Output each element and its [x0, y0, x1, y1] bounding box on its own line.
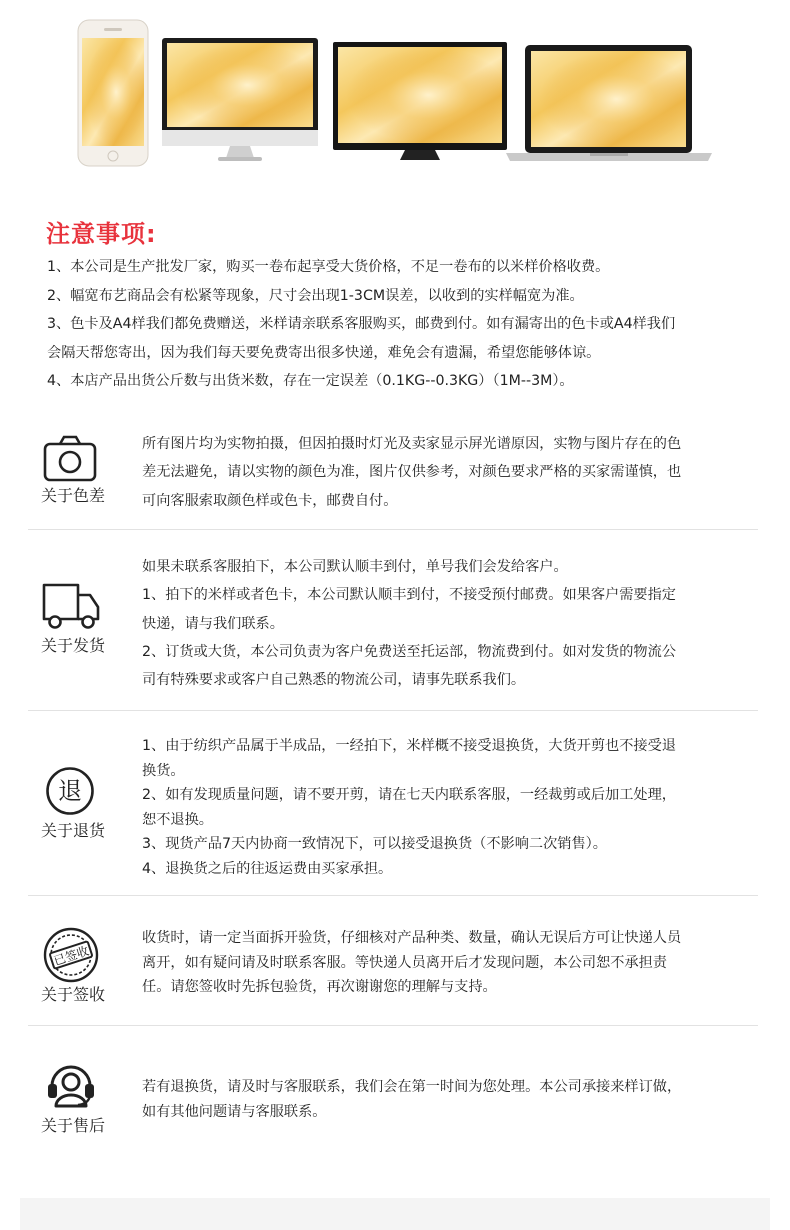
section-text	[142, 1075, 758, 1125]
section-line: 恕不退换。	[142, 811, 213, 828]
truck-icon	[40, 577, 102, 633]
section-line: 1、由于纺织产品属于半成品，一经拍下，米样概不接受退换货，大货开剪也不接受退	[142, 738, 676, 754]
section-returns	[28, 734, 758, 884]
section-line: 4、退换货之后的往返运费由买家承担。	[142, 860, 393, 877]
divider	[28, 1025, 758, 1026]
section-text	[142, 430, 758, 515]
section-line: 离开，如有疑问请及时联系客服。等快递人员离开后才发现问题，本公司恕不承担责	[142, 954, 667, 971]
phone-device	[78, 20, 148, 166]
section-label: 关于发货	[40, 636, 105, 655]
return-icon-glyph: 退	[58, 777, 82, 805]
notice-item: 3、色卡及A4样我们都免费赠送，米样请亲联系客服购买，邮费到付。如有漏寄出的色卡或A4样我们	[47, 316, 676, 332]
section-label: 关于色差	[40, 486, 105, 505]
section-line: 1、拍下的米样或者色卡，本公司默认顺丰到付，不接受预付邮费。如果客户需要指定	[142, 587, 676, 604]
section-label: 关于签收	[40, 985, 105, 1004]
section-text	[142, 734, 758, 881]
notice-item: 会隔天帮您寄出，因为我们每天要免费寄出很多快递，难免会有遗漏，希望您能够体谅。	[47, 344, 601, 361]
section-line: 任。请您签收时先拆包验货，再次谢谢您的理解与支持。	[142, 979, 497, 995]
section-line: 如果未联系客服拍下，本公司默认顺丰到付，单号我们会发给客户。	[142, 559, 568, 575]
section-text	[142, 926, 758, 1000]
section-signing	[28, 926, 758, 1016]
section-text	[142, 553, 758, 694]
section-line: 2、如有发现质量问题，请不要开剪，请在七天内联系客服，一经裁剪或后加工处理，	[142, 787, 676, 803]
divider	[28, 710, 758, 711]
section-shipping	[28, 553, 758, 698]
section-label: 关于售后	[40, 1116, 105, 1135]
camera-icon	[42, 432, 98, 488]
section-line: 3、现货产品7天内协商一致情况下，可以接受退换货（不影响二次销售）。	[142, 836, 607, 852]
device-showcase	[0, 0, 790, 180]
section-after-sales	[28, 1060, 758, 1140]
section-line: 差无法避免，请以实物的颜色为准，图片仅供参考，对颜色要求严格的买家需谨慎，也	[142, 464, 682, 481]
imac-device	[162, 38, 318, 161]
monitor-device	[333, 42, 507, 160]
footer-bar	[20, 1198, 770, 1230]
notice-item: 4、本店产品出货公斤数与出货米数，存在一定误差（0.1KG--0.3KG）（1M--3M）。	[47, 373, 574, 389]
section-line: 2、订货或大货，本公司负责为客户免费送至托运部，物流费到付。如对发货的物流公	[142, 643, 676, 660]
section-label: 关于退货	[40, 821, 105, 840]
laptop-device	[506, 45, 712, 161]
customer-service-icon	[44, 1058, 98, 1112]
return-icon	[45, 766, 95, 816]
section-line: 快递，请与我们联系。	[142, 615, 284, 632]
section-line: 可向客服索取颜色样或色卡，邮费自付。	[142, 492, 398, 509]
section-line: 收货时，请一定当面拆开验货，仔细核对产品种类、数量，确认无误后方可让快递人员	[142, 930, 682, 946]
notice-item: 2、幅宽布艺商品会有松紧等现象，尺寸会出现1-3CM误差，以收到的实样幅宽为准。	[47, 287, 584, 304]
section-line: 所有图片均为实物拍摄，但因拍摄时灯光及卖家显示屏光谱原因，实物与图片存在的色	[142, 436, 682, 452]
signed-stamp-glyph: 已签收	[52, 943, 91, 969]
section-color-difference	[28, 430, 758, 520]
divider	[28, 529, 758, 530]
section-line: 换货。	[142, 762, 185, 779]
section-line: 如有其他问题请与客服联系。	[142, 1104, 327, 1120]
notice-title: 注意事项:	[46, 220, 157, 248]
divider	[28, 895, 758, 896]
section-line: 若有退换货，请及时与客服联系，我们会在第一时间为您处理。本公司承接来样订做，	[142, 1079, 682, 1095]
notice-item: 1、本公司是生产批发厂家，购买一卷布起享受大货价格，不足一卷布的以米样价格收费。	[47, 259, 610, 275]
signed-stamp-icon	[42, 926, 100, 984]
notice-list	[47, 253, 767, 396]
section-line: 司有特殊要求或客户自己熟悉的物流公司，请事先联系我们。	[142, 672, 526, 689]
